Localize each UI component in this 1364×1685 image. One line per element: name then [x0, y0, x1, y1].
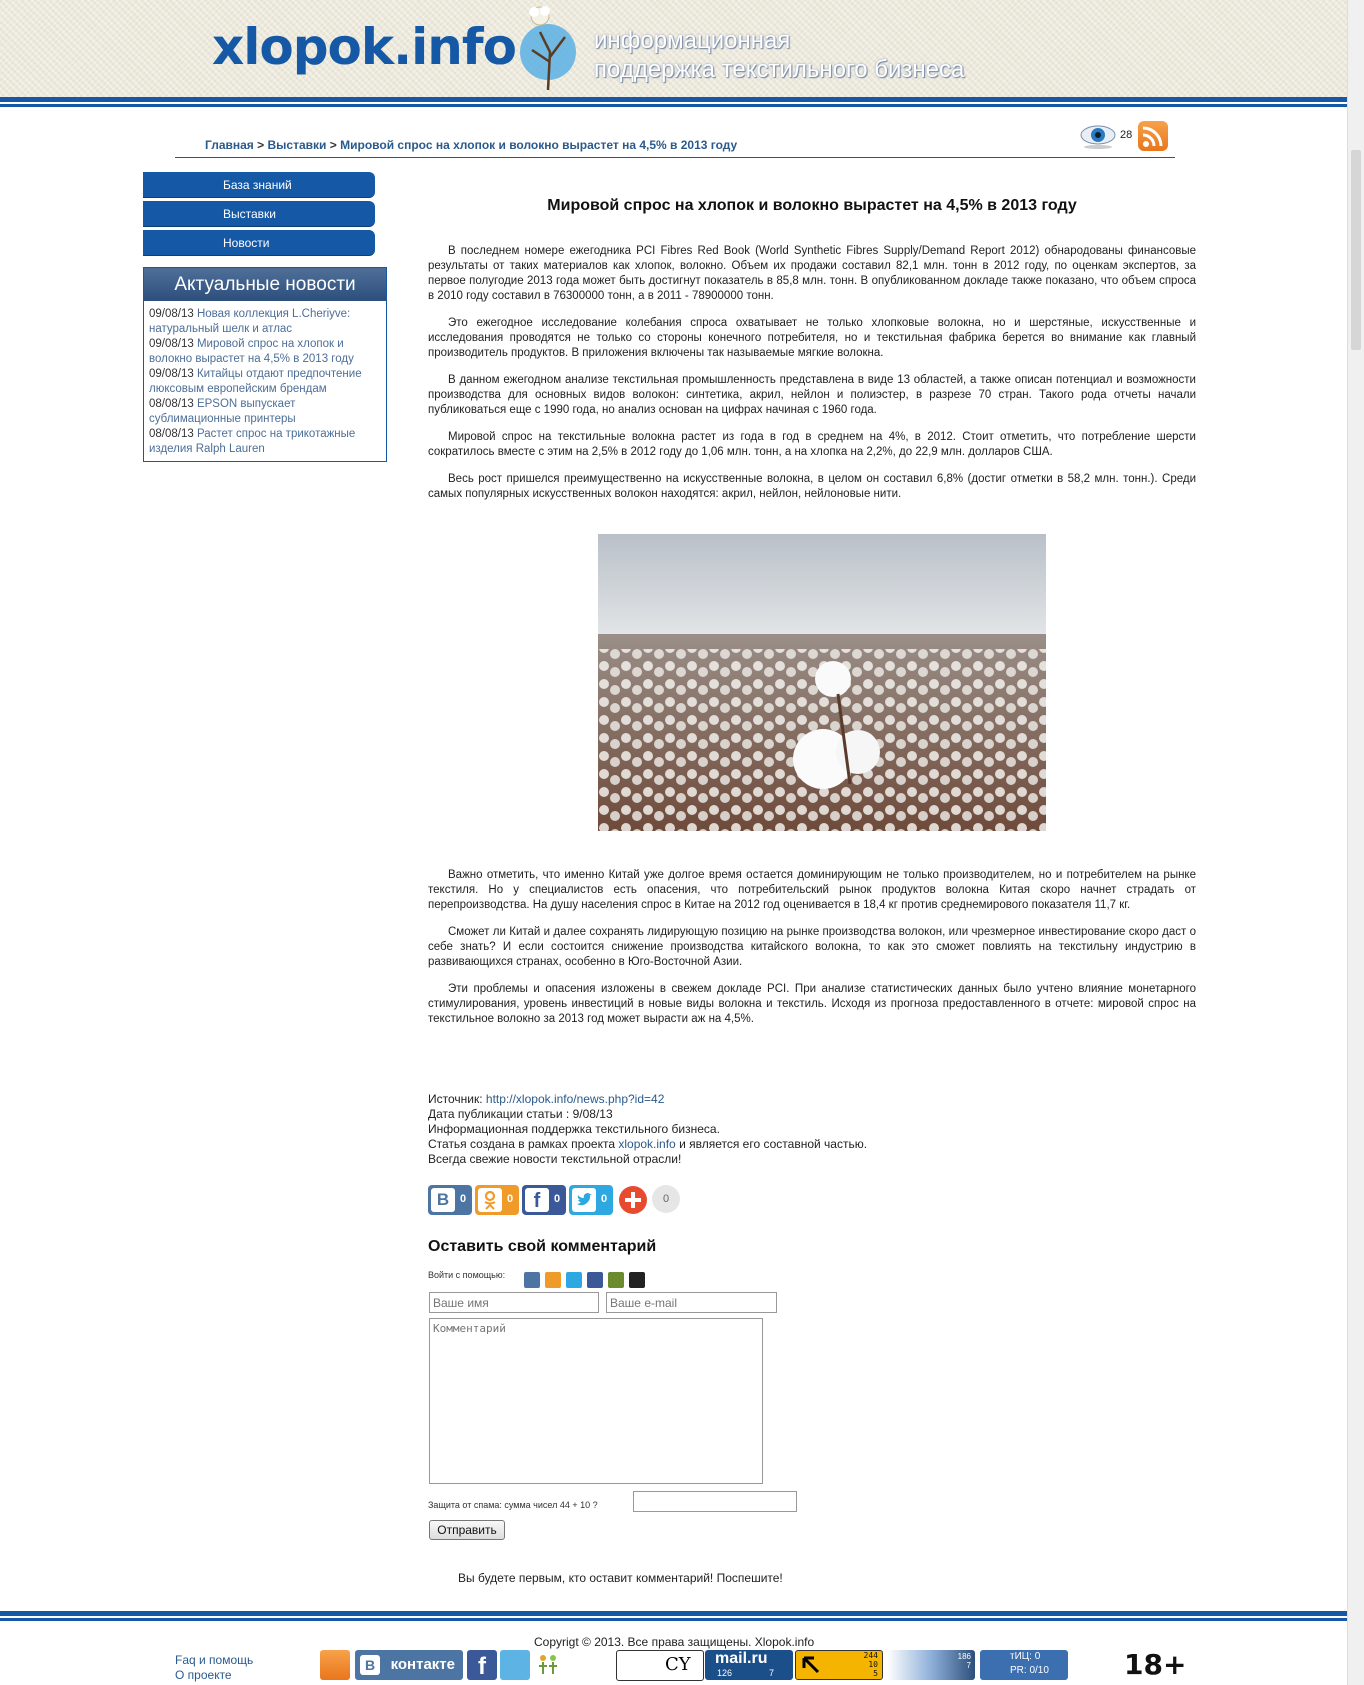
arrow-icon: [800, 1654, 822, 1676]
menu-exhibitions[interactable]: Выставки: [143, 201, 375, 227]
share-twitter-button[interactable]: 0: [569, 1185, 613, 1215]
faq-link[interactable]: Faq и помощь: [175, 1653, 254, 1667]
breadcrumb-divider: [175, 157, 1175, 158]
header-stripe: [0, 97, 1348, 102]
age-rating-badge: 18+: [1124, 1648, 1187, 1681]
article-paragraph: Важно отметить, что именно Китай уже долгое время остается доминирующим не только производителем, но и потребителем на рынке текстиля. Но у специалистов есть опасения, что потребительский рынок продуктов волокна Китая скоро начнет страдать от перепроизводства. На душу населения спрос в Китае на 2012 год оценивается в 18,4 кг против среднемирового показателя 11,7 кг.: [428, 869, 1196, 911]
menu-news[interactable]: Новости: [143, 230, 375, 256]
news-item-link[interactable]: EPSON выпускает сублимационные принтеры: [149, 398, 296, 425]
share-total-count: 0: [652, 1185, 680, 1213]
tic-pr-badge[interactable]: тИЦ: 0 PR: 0/10: [980, 1650, 1068, 1680]
breadcrumb-current[interactable]: Мировой спрос на хлопок и волокно вырастет на 4,5% в 2013 году: [340, 138, 738, 152]
article-body-top: [428, 244, 1196, 514]
article-paragraph: Сможет ли Китай и далее сохранять лидирующую позицию на рынке производства волокон, или чрезмерное инвестирование скоро даст о себе знать? И если состоится снижение производства китайского волокна, то как это сможет повлиять на текстильну индустрию в развивающихся странах, особенно в Юго-Восточной Азии.: [428, 926, 1196, 968]
rss-icon[interactable]: [1138, 121, 1168, 151]
breadcrumb: Главная > Выставки > Мировой спрос на хлопок и волокно вырастет на 4,5% в 2013 году: [205, 138, 738, 152]
footer-twitter-icon[interactable]: [500, 1650, 530, 1680]
copyright: Copyrigt © 2013. Все права защищены. Xlopok.info: [534, 1635, 815, 1649]
share-facebook-button[interactable]: f 0: [522, 1185, 566, 1215]
liveinternet-counter-badge[interactable]: 244 10 5: [795, 1650, 883, 1680]
login-odnoklassniki-icon[interactable]: [545, 1272, 561, 1288]
breadcrumb-home[interactable]: Главная: [205, 138, 254, 152]
article-paragraph: Это ежегодное исследование колебания спроса охватывает не только хлопковые волокна, но и шерстяные, искусственные и исследования проводятся не только со стороны конечного потребителя, но и текстильная фабрика берется во внимание как главный производитель продуктов. В приложения включены так называемые мягкие волокна.: [428, 317, 1196, 359]
project-link[interactable]: xlopok.info: [618, 1137, 676, 1151]
news-item: 09/08/13 Мировой спрос на хлопок и волокно вырастет на 4,5% в 2013 году: [149, 338, 354, 365]
article-paragraph: Мировой спрос на текстильные волокна растет из года в год в среднем на 4%, в 2012. Стоит отметить, что потребление шерсти сократилось вместе с этим на 2,5% в 2012 году до 1,06 млн. тонн, а на хлопка на 2,2%, до 22,9 млн. долларов США.: [428, 431, 1196, 458]
share-vk-button[interactable]: В 0: [428, 1185, 472, 1215]
article-title: Мировой спрос на хлопок и волокно вырастет на 4,5% в 2013 году: [547, 197, 1077, 214]
twitter-icon: [572, 1188, 596, 1212]
actual-news-box: [143, 267, 387, 462]
article-paragraph: В данном ежегодном анализе текстильная промышленность представлена в виде 13 областей, а также описан потенциал и возможности производства для основных видов волокон: синтетика, акрил, нейлон и полиэстер, в разрезе 70 стран. Такого рода отчеты начали публиковаться еще с 1990 года, но анализ основан на цифрах начиная с 1960 года.: [428, 374, 1196, 416]
article-paragraph: Весь рост пришелся преимущественно на искусственные волокна, в целом он составил 6,8% (достиг отметки в 58,2 млн. тонн.). Среди самых популярных искусственных волокон находятся: акрил, нейлон, нейлоновые нити.: [428, 473, 1196, 500]
login-with-label: Войти с помощью:: [428, 1270, 506, 1280]
yandex-cy-badge[interactable]: CY: [616, 1650, 704, 1681]
share-more-icon[interactable]: [617, 1185, 649, 1217]
mailru-counter-badge[interactable]: mail.ru 126 7: [705, 1650, 793, 1680]
login-vk-icon[interactable]: [524, 1272, 540, 1288]
cotton-field-photo: [598, 534, 1046, 831]
header-stripe-thin: [0, 104, 1348, 107]
news-item-link[interactable]: Растет спрос на трикотажные изделия Ralph Lauren: [149, 428, 356, 455]
source-link[interactable]: http://xlopok.info/news.php?id=42: [485, 1092, 665, 1106]
news-item: 09/08/13 Китайцы отдают предпочтение люксовым европейским брендам: [149, 368, 362, 395]
article-meta: Источник: http://xlopok.info/news.php?id=42 Дата публикации статьи : 9/08/13 Информационная поддержка текстильного бизнеса. Статья создана в рамках проекта xlopok.info и является его составной частью. Всегда свежие новости текстильной отрасли!: [428, 1092, 868, 1166]
footer-stripe-thin: [0, 1618, 1348, 1621]
news-item-link[interactable]: Новая коллекция L.Cheriyve: натуральный шелк и атлас: [149, 308, 351, 335]
comment-textarea[interactable]: [429, 1318, 763, 1484]
page-scrollbar[interactable]: [1347, 0, 1364, 1685]
login-twitter-icon[interactable]: [566, 1272, 582, 1288]
site-header: [0, 0, 1348, 97]
login-facebook-icon[interactable]: [587, 1272, 603, 1288]
rating-counter-badge[interactable]: 186 7: [887, 1650, 975, 1680]
share-ok-button[interactable]: 0: [475, 1185, 519, 1215]
eye-icon: [1080, 122, 1116, 150]
footer-stripe: [0, 1611, 1348, 1616]
news-item: 08/08/13 Растет спрос на трикотажные изделия Ralph Lauren: [149, 428, 356, 455]
footer-vkontakte-badge[interactable]: В контакте: [355, 1650, 463, 1680]
first-comment-message: Вы будете первым, кто оставит комментарий! Поспешите!: [458, 1571, 783, 1585]
site-logo[interactable]: xlopok.info: [212, 18, 516, 76]
article-paragraph: Эти проблемы и опасения изложены в свежем докладе PCI. При анализе статистических данных было учтено влияние монетарного стимулирования, уровень инвестиций в новые виды волокна и текстиль. Исходя из прогноза предоставленного в отчете: мировой спрос на текстильное волокно за 2013 год может вырасти аж на 4,5%.: [428, 983, 1196, 1025]
odnoklassniki-icon: [478, 1188, 502, 1212]
news-item-link[interactable]: Мировой спрос на хлопок и волокно вырастет на 4,5% в 2013 году: [149, 338, 354, 365]
facebook-icon: f: [525, 1188, 549, 1212]
submit-button[interactable]: Отправить: [429, 1520, 505, 1540]
article-body-bottom: [428, 868, 1196, 1039]
menu-knowledge-base[interactable]: База знаний: [143, 172, 375, 198]
about-link[interactable]: О проекте: [175, 1668, 232, 1682]
news-item-link[interactable]: Китайцы отдают предпочтение люксовым европейским брендам: [149, 368, 362, 395]
actual-news-title: Актуальные новости: [144, 268, 386, 301]
scrollbar-thumb[interactable]: [1351, 150, 1361, 350]
name-field[interactable]: [429, 1292, 599, 1313]
vk-icon: В: [431, 1188, 455, 1212]
login-more-chevron-down-icon[interactable]: [629, 1272, 645, 1288]
view-count: 28: [1120, 129, 1133, 141]
login-mailru-icon[interactable]: [608, 1272, 624, 1288]
captcha-field[interactable]: [633, 1491, 797, 1512]
site-tagline: информационная поддержка текстильного бизнеса: [594, 27, 965, 83]
cotton-flower-logo: [510, 2, 585, 94]
news-item: 08/08/13 EPSON выпускает сублимационные принтеры: [149, 398, 296, 425]
vk-logo-icon: В: [360, 1655, 380, 1675]
email-field[interactable]: [606, 1292, 777, 1313]
captcha-label: Защита от спама: сумма чисел 44 + 10 ?: [428, 1500, 598, 1510]
comment-form-title: Оставить свой комментарий: [428, 1238, 657, 1255]
footer-facebook-icon[interactable]: f: [467, 1650, 497, 1680]
footer-people-icon[interactable]: [533, 1650, 563, 1680]
news-item: 09/08/13 Новая коллекция L.Cheriyve: натуральный шелк и атлас: [149, 308, 351, 335]
breadcrumb-section[interactable]: Выставки: [267, 138, 327, 152]
footer-rss-icon[interactable]: [320, 1650, 350, 1680]
footer-links: [175, 1653, 253, 1683]
article-paragraph: В последнем номере ежегодника PCI Fibres Red Book (World Synthetic Fibres Supply/Demand Report 2012) обнародованы финансовые результаты от таких материалов как хлопок, волокно. Объем их продажи составил 82,1 млн. тонн в 2012 году, по оценкам экспертов, за первое полугодие 2013 года может быть достигнут показатель в 85,8 млн. тонн. В опубликованном докладе также показано, что объем спроса в 2010 году составил в 76300000 тонн, а в 2011 - 78900000 тонн.: [428, 245, 1196, 302]
